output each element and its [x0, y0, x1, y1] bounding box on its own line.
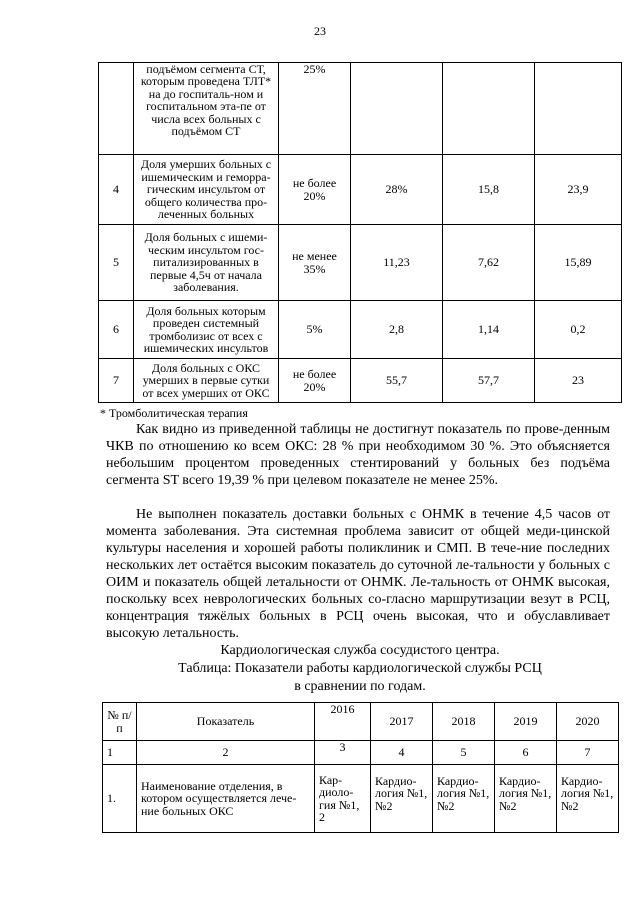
column-number: 4: [371, 741, 433, 765]
footnote: * Тромболитическая терапия: [100, 406, 248, 420]
column-header: 2016: [315, 703, 371, 741]
value-cell: 7,62: [443, 225, 535, 301]
indicator-cell: Доля больных которым проведен системный тромболизис от всех с ишемических инсультов: [134, 301, 279, 359]
column-number: 2: [137, 741, 315, 765]
table-row: [103, 741, 619, 765]
value-cell: 2,8: [351, 301, 443, 359]
target-cell: 5%: [279, 301, 351, 359]
value-cell: 1,14: [443, 301, 535, 359]
value-cell: Кардио-логия №1, №2: [433, 765, 495, 833]
value-cell: 57,7: [443, 359, 535, 403]
table-title: Таблица: Показатели работы кардиологической службы РСЦ: [178, 661, 542, 676]
table-row: [103, 765, 619, 833]
column-header: 2019: [495, 703, 557, 741]
column-header: 2020: [557, 703, 619, 741]
table-row: [99, 63, 622, 155]
indicator-cell: Доля умерших больных с ишемическим и геморра-гическим инсультом от общего количества про-леченных больных: [134, 155, 279, 225]
row-number: 1.: [103, 765, 137, 833]
value-cell: Кардио-логия №1, №2: [557, 765, 619, 833]
indicator-cell: Наименование отделения, в котором осуществляется лече-ние больных ОКС: [137, 765, 315, 833]
column-header: № п/п: [103, 703, 137, 741]
column-number: 3: [315, 741, 371, 765]
value-cell: 15,89: [535, 225, 622, 301]
value-cell: [443, 63, 535, 155]
column-number: 1: [103, 741, 137, 765]
paragraph: Не выполнен показатель доставки больных с ОНМК в течение 4,5 часов от момента заболевания. Эта системная проблема зависит от общей меди-цинской культуры населения и хорошей работы поликлиник и СМП. В тече-ние последних нескольких лет остаётся высоким показатель до суточной ле-тальности у больных с ОИМ и показатель общей летальности от ОНМК. Ле-тальность от ОНМК высокая, поскольку всех неврологических больных со-гласно маршрутизации везут в РСЦ, концентрация тяжёлых больных в РСЦ очень высокая, что и обуславливает высокую летальность.: [106, 507, 610, 641]
row-number: 4: [99, 155, 134, 225]
column-header: 2017: [371, 703, 433, 741]
column-header: Показатель: [137, 703, 315, 741]
indicator-cell: Доля больных с ишеми-ческим инсультом гос-питализированных в первые 4,5ч от начала заболевания.: [134, 225, 279, 301]
value-cell: 23: [535, 359, 622, 403]
target-cell: не менее 35%: [279, 225, 351, 301]
row-number: 7: [99, 359, 134, 403]
value-cell: 15,8: [443, 155, 535, 225]
row-number: 6: [99, 301, 134, 359]
value-cell: 23,9: [535, 155, 622, 225]
indicator-cell: подъёмом сегмента СТ, которым проведена ТЛТ* на до госпиталь-ном и госпитальном эта-пе от числа всех больных с подъёмом СТ: [134, 63, 279, 155]
table-row: [99, 301, 622, 359]
table-row: [99, 155, 622, 225]
table-header-row: [103, 703, 619, 741]
column-number: 7: [557, 741, 619, 765]
section-title: Кардиологическая служба сосудистого центра.: [220, 643, 500, 658]
table-row: [99, 359, 622, 403]
table-title: в сравнении по годам.: [294, 679, 426, 694]
row-number: [99, 63, 134, 155]
cardiology-table: [102, 702, 619, 833]
value-cell: Кардио-логия №1, №2: [495, 765, 557, 833]
target-cell: не более 20%: [279, 155, 351, 225]
indicator-cell: Доля больных с ОКС умерших в первые сутки от всех умерших от ОКС: [134, 359, 279, 403]
value-cell: 28%: [351, 155, 443, 225]
value-cell: 11,23: [351, 225, 443, 301]
value-cell: Кар-диоло-гия №1, 2: [315, 765, 371, 833]
value-cell: 55,7: [351, 359, 443, 403]
table-row: [99, 225, 622, 301]
target-cell: не более 20%: [279, 359, 351, 403]
target-cell: 25%: [279, 63, 351, 155]
column-number: 6: [495, 741, 557, 765]
paragraph: Как видно из приведенной таблицы не достигнут показатель по прове-денным ЧКВ по отношению ко всем ОКС: 28 % при необходимом 30 %. Это объясняется небольшим процентом проведенных стентирований у больных без подъёма сегмента ST всего 19,39 % при целевом показателе не менее 25%.: [106, 422, 610, 488]
value-cell: [351, 63, 443, 155]
value-cell: Кардио-логия №1, №2: [371, 765, 433, 833]
value-cell: 0,2: [535, 301, 622, 359]
indicators-table: [98, 62, 622, 403]
column-number: 5: [433, 741, 495, 765]
page-number: 23: [314, 24, 326, 38]
row-number: 5: [99, 225, 134, 301]
value-cell: [535, 63, 622, 155]
column-header: 2018: [433, 703, 495, 741]
